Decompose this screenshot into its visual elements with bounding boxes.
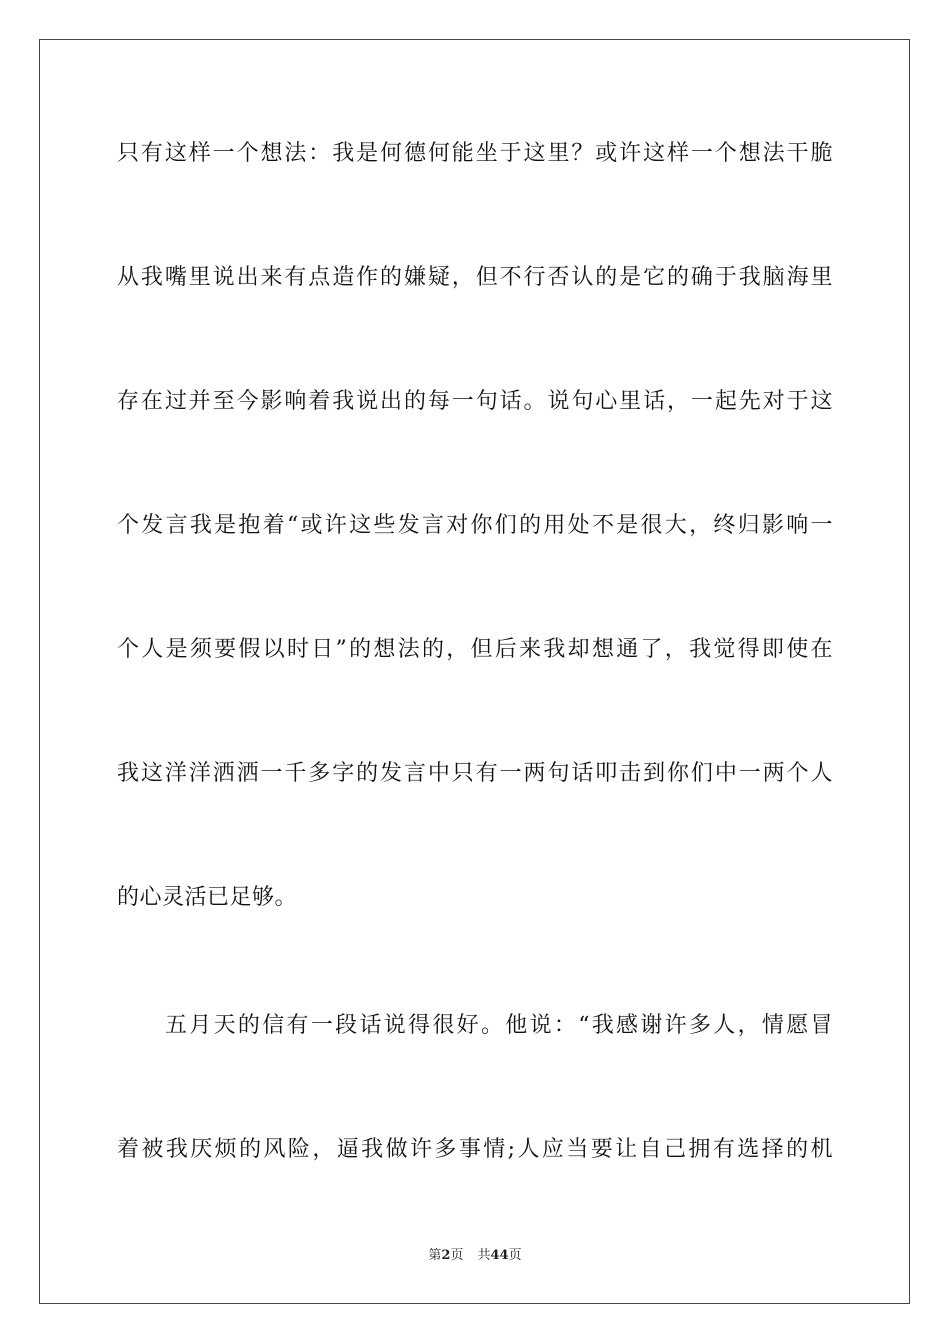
text-line: 只有这样一个想法：我是何德何能坐于这里？或许这样一个想法干脆 <box>117 141 833 166</box>
text-line: 个人是须要假以时日”的想法的，但后来我却想通了，我觉得即使在 <box>117 637 833 662</box>
text-line: 着被我厌烦的风险，逼我做许多事情;人应当要让自己拥有选择的机 <box>117 1137 833 1162</box>
footer-prefix: 第 <box>428 1248 442 1263</box>
page-footer <box>0 1247 950 1265</box>
total-pages: 44 <box>490 1248 509 1263</box>
text-line: 个发言我是抱着“或许这些发言对你们的用处不是很大，终归影响一 <box>117 513 833 538</box>
footer-total-prefix: 共 <box>477 1248 491 1263</box>
text-line: 我这洋洋洒洒一千多字的发言中只有一两句话叩击到你们中一两个人 <box>117 761 833 786</box>
paragraph-first-line: 五月天的信有一段话说得很好。他说：“我感谢许多人，情愿冒 <box>165 1013 833 1038</box>
text-line: 的心灵活已足够。 <box>117 885 298 910</box>
footer-page-suffix: 页 <box>450 1248 464 1263</box>
text-line: 存在过并至今影响着我说出的每一句话。说句心里话，一起先对于这 <box>117 389 833 414</box>
footer-total-suffix: 页 <box>508 1248 522 1263</box>
text-line: 从我嘴里说出来有点造作的嫌疑，但不行否认的是它的确于我脑海里 <box>117 265 833 290</box>
page-number: 2 <box>441 1248 451 1263</box>
page-border <box>39 39 910 1304</box>
